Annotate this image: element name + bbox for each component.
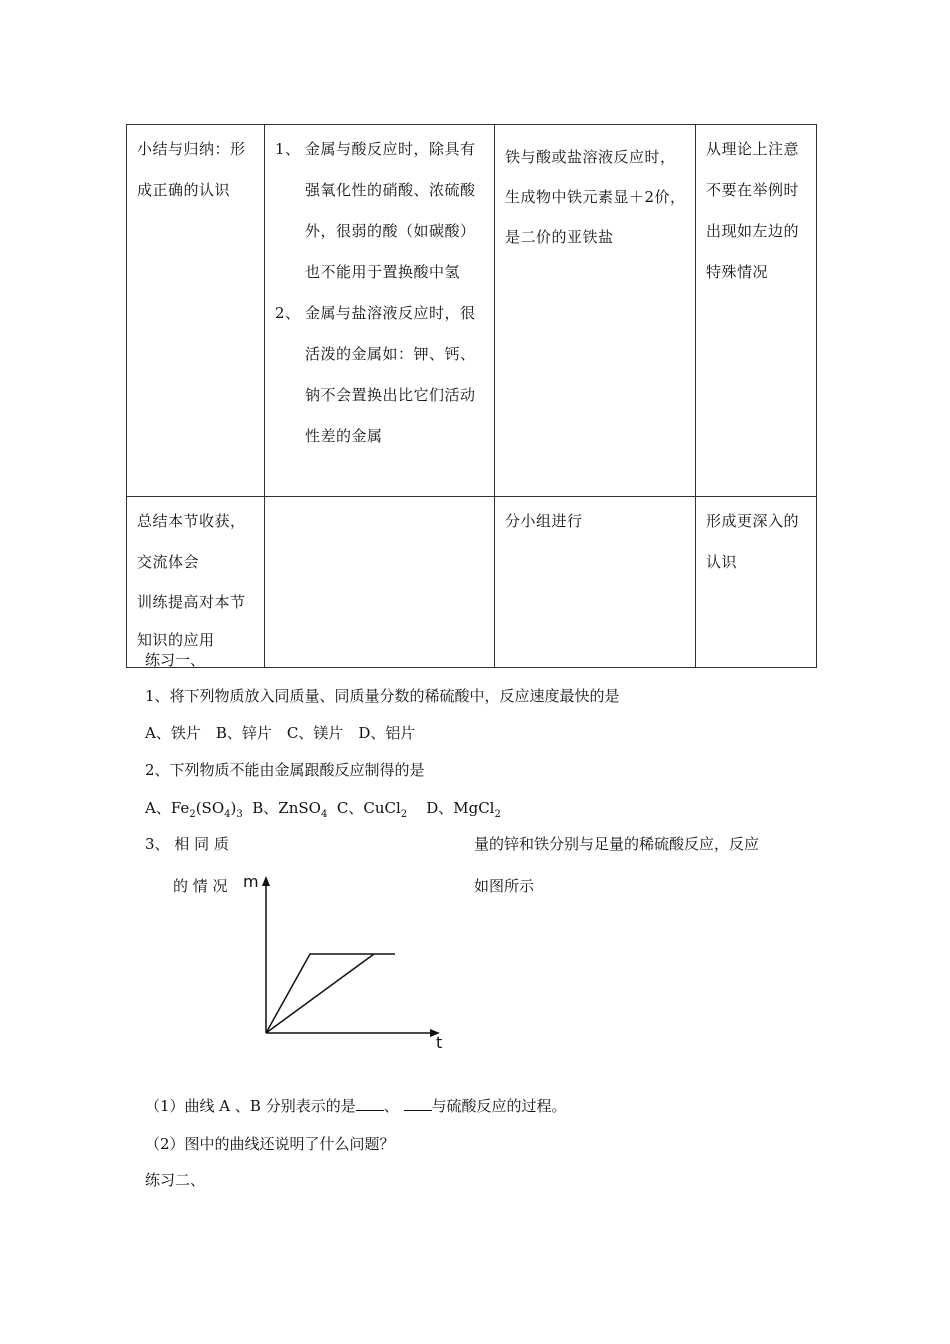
question-1: 1、将下列物质放入同质量、同质量分数的稀硫酸中，反应速度最快的是 [145, 687, 620, 705]
sub-question-2: （2）图中的曲线还说明了什么问题？ [145, 1135, 395, 1153]
curve-a [266, 954, 395, 1033]
subscript: 3 [236, 809, 243, 820]
question-1-options: A、铁片 B、锌片 C、镁片 D、铝片 [145, 724, 416, 742]
y-axis-label: m [243, 872, 259, 891]
sub-question-1-text: 与硫酸反应的过程。 [431, 1097, 567, 1115]
option-d-text: D、MgCl [407, 799, 495, 817]
question-3-left-line2: 的 情 况 [173, 877, 228, 895]
answer-blank[interactable] [404, 1096, 432, 1111]
exercise2-heading: 练习二、 [145, 1171, 206, 1189]
cell-group-work: 分小组进行 [495, 497, 696, 668]
sub-question-1-text: （1）曲线 A 、B 分别表示的是 [145, 1097, 356, 1115]
list-item [275, 293, 486, 457]
separator: 、 [383, 1097, 399, 1115]
item-text: 金属与酸反应时，除具有强氧化性的硝酸、浓硫酸外，很弱的酸（如碳酸）也不能用于置换酸中氢 [305, 140, 476, 281]
cell-iron-note: 铁与酸或盐溶液反应时，生成物中铁元素显＋2价，是二价的亚铁盐 [495, 125, 696, 497]
cell-empty [265, 497, 495, 668]
training-text: 训练提高对本节知识的应用 [137, 593, 246, 649]
item-number: 1、 [275, 140, 301, 158]
item-text: 金属与盐溶液反应时，很活泼的金属如：钾、钙、钠不会置换出比它们活动性差的金属 [305, 304, 476, 445]
question-3-right-line2: 如图所示 [474, 877, 535, 895]
table-row [127, 497, 817, 668]
question-3-left: 3、 相 同 质 [145, 835, 229, 853]
question-2: 2、下列物质不能由金属跟酸反应制得的是 [145, 761, 425, 779]
cell-harvest-stage [127, 497, 265, 668]
cell-theory-note: 从理论上注意不要在举例时出现如左边的特殊情况 [696, 125, 817, 497]
cell-summary-points [265, 125, 495, 497]
option-a-text: A、Fe [145, 799, 190, 817]
subscript: 2 [189, 809, 196, 820]
harvest-text: 总结本节收获，交流体会 [137, 512, 246, 571]
list-item [275, 129, 486, 293]
subscript: 4 [224, 809, 231, 820]
exercise1-heading: 练习一、 [145, 651, 206, 669]
reaction-graph [240, 870, 450, 1055]
lesson-table [126, 124, 817, 668]
subscript: 4 [320, 809, 328, 820]
x-axis-label: t [436, 1033, 443, 1052]
option-b-text: B、ZnSO [242, 799, 321, 817]
points-list [275, 129, 486, 457]
question-3-right: 量的锌和铁分别与足量的稀硫酸反应，反应 [474, 835, 760, 853]
table-row [127, 125, 817, 497]
question-2-options [145, 796, 501, 827]
subscript: 2 [400, 809, 408, 820]
item-number: 2、 [275, 304, 301, 322]
option-a-text: ) [230, 799, 237, 817]
option-a-text: (SO [195, 799, 225, 817]
cell-summary-stage: 小结与归纳：形成正确的认识 [127, 125, 265, 497]
cell-deeper-understanding: 形成更深入的认识 [696, 497, 817, 668]
y-axis-arrow [262, 876, 270, 886]
sub-question-1 [145, 1094, 567, 1118]
curve-b [266, 954, 374, 1033]
subscript: 2 [494, 809, 501, 820]
option-c-text: C、CuCl [327, 799, 401, 817]
answer-blank[interactable] [356, 1096, 384, 1111]
